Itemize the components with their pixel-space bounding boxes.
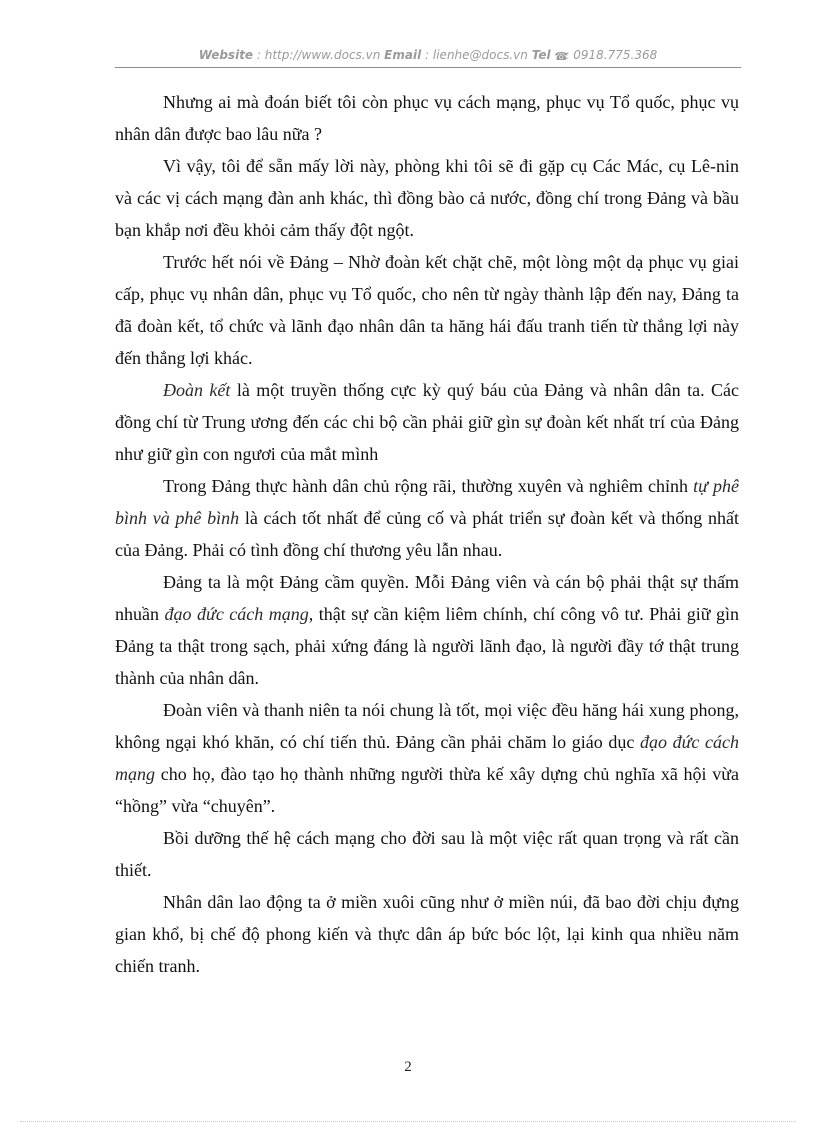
paragraph-7 xyxy=(115,694,739,822)
paragraph-text: Đảng ta là một Đảng cầm quyền. Mỗi Đảng viên và cán bộ phải thật sự thấm nhuần xyxy=(115,572,739,624)
paragraph-text: Trong Đảng thực hành dân chủ rộng rãi, thường xuyên và nghiêm chỉnh xyxy=(163,476,694,496)
paragraph-text: Nhân dân lao động ta ở miền xuôi cũng như ở miền núi, đã bao đời chịu đựng gian khổ, bị chế độ phong kiến và thực dân áp bức bóc lột, lại kinh qua nhiều năm chiến tranh. xyxy=(115,892,739,976)
paragraph-text: Trước hết nói về Đảng – Nhờ đoàn kết chặt chẽ, một lòng một dạ phục vụ giai cấp, phục vụ nhân dân, phục vụ Tổ quốc, cho nên từ ngày thành lập đến nay, Đảng ta đã đoàn kết, tổ chức và lãnh đạo nhân dân ta hăng hái đấu tranh tiến từ thắng lợi này đến thắng lợi khác. xyxy=(115,252,739,368)
email-link[interactable]: : lienhe@docs.vn xyxy=(425,48,528,62)
page-bottom-divider xyxy=(20,1121,796,1122)
paragraph-6 xyxy=(115,566,739,694)
emphasis-text: đạo đức cách mạng xyxy=(164,604,309,624)
paragraph-text: Vì vậy, tôi để sẵn mấy lời này, phòng khi tôi sẽ đi gặp cụ Các Mác, cụ Lê-nin và các vị cách mạng đàn anh khác, thì đồng bào cả nước, đồng chí trong Đảng và bầu bạn khắp nơi đều khỏi cảm thấy đột ngột. xyxy=(115,156,739,240)
paragraph-text: là cách tốt nhất để củng cố và phát triển sự đoàn kết và thống nhất của Đảng. Phải có tình đồng chí thương yêu lẫn nhau. xyxy=(115,508,740,560)
paragraph-4 xyxy=(115,374,739,470)
website-link[interactable]: : http://www.docs.vn xyxy=(256,48,381,62)
paragraph-text: Bồi dưỡng thế hệ cách mạng cho đời sau là một việc rất quan trọng và rất cần thiết. xyxy=(115,828,739,880)
paragraph-1 xyxy=(115,86,739,150)
emphasis-text: Đoàn kết xyxy=(163,380,231,400)
paragraph-2 xyxy=(115,150,739,246)
paragraph-9 xyxy=(115,886,739,982)
paragraph-3 xyxy=(115,246,739,374)
emphasis-text: tự phê bình và phê bình xyxy=(115,476,739,528)
paragraph-text: Đoàn viên và thanh niên ta nói chung là tốt, mọi việc đều hăng hái xung phong, không ngại khó khăn, có chí tiến thủ. Đảng cần phải chăm lo giáo dục xyxy=(115,700,739,752)
paragraph-8 xyxy=(115,822,739,886)
tel-number: : 0918.775.368 xyxy=(565,48,658,62)
paragraph-text: Nhưng ai mà đoán biết tôi còn phục vụ cách mạng, phục vụ Tổ quốc, phục vụ nhân dân được bao lâu nữa ? xyxy=(115,92,739,144)
emphasis-text: đạo đức cách mạng xyxy=(115,732,739,784)
paragraph-text: cho họ, đào tạo họ thành những người thừa kế xây dựng chủ nghĩa xã hội vừa “hồng” vừa “chuyên”. xyxy=(115,764,739,816)
paragraph-text: là một truyền thống cực kỳ quý báu của Đảng và nhân dân ta. Các đồng chí từ Trung ương đến các chi bộ cần phải giữ gìn sự đoàn kết nhất trí của Đảng như giữ gìn con ngươi của mắt mình xyxy=(115,380,739,464)
telephone-icon: ☎ xyxy=(554,50,569,63)
website-label: Website xyxy=(198,48,254,62)
paragraph-5 xyxy=(115,470,739,566)
page-number: 2 xyxy=(404,1059,412,1075)
document-body xyxy=(115,86,739,982)
paragraph-text: , thật sự cần kiệm liêm chính, chí công vô tư. Phải giữ gìn Đảng ta thật trong sạch, phải xứng đáng là người lãnh đạo, là người đầy tớ thật trung thành của nhân dân. xyxy=(115,604,739,688)
tel-label: Tel xyxy=(531,48,551,62)
email-label: Email xyxy=(384,48,422,62)
page-header xyxy=(115,44,741,68)
